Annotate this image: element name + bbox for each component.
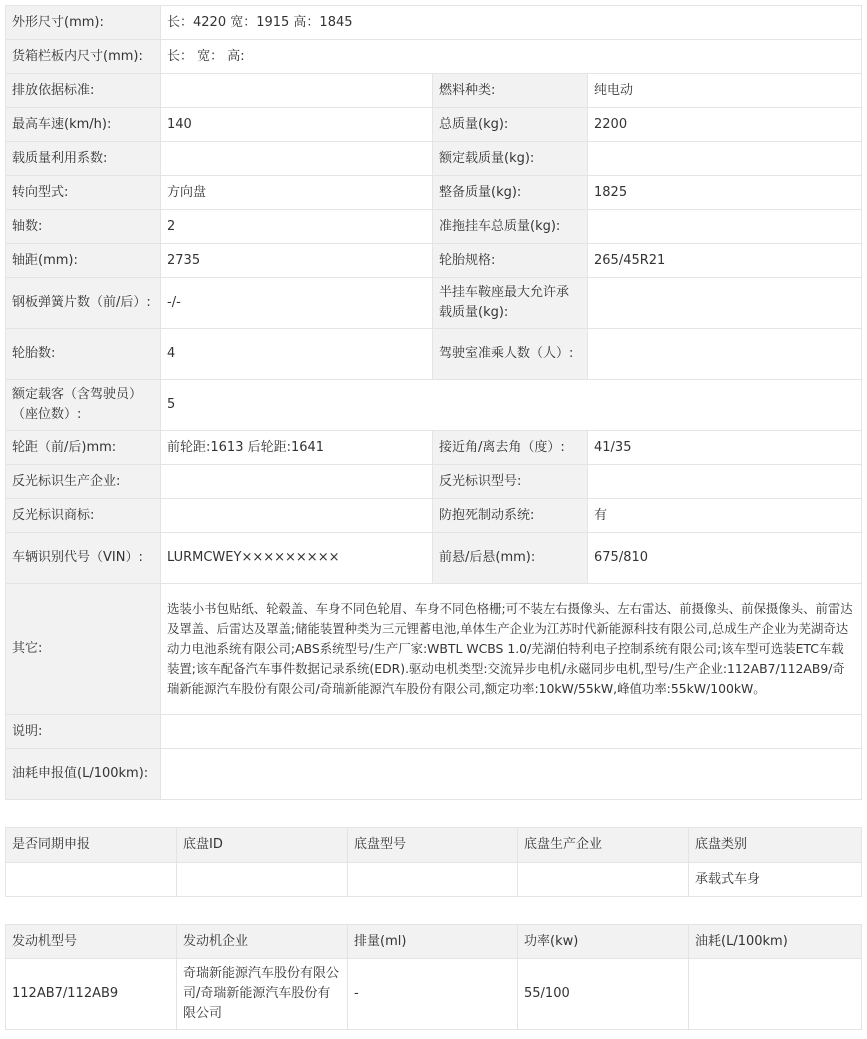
chassis-header-maker: 底盘生产企业 [518, 828, 689, 863]
spec-row-note [6, 715, 862, 749]
dimensions-value: 长：4220 宽：1915 高：1845 [161, 6, 862, 40]
fuel-value: 纯电动 [588, 74, 862, 108]
emission-label: 排放依据标准: [6, 74, 161, 108]
cargo-label: 货箱栏板内尺寸(mm): [6, 40, 161, 74]
note-label: 说明: [6, 715, 161, 749]
reflect-maker-label: 反光标识生产企业: [6, 465, 161, 499]
angles-value: 41/35 [588, 431, 862, 465]
note-value [161, 715, 862, 749]
rated-load-value [588, 142, 862, 176]
curb-mass-label: 整备质量(kg): [433, 176, 588, 210]
engine-consumption-value [689, 959, 862, 1030]
reflect-maker-value [161, 465, 433, 499]
total-mass-label: 总质量(kg): [433, 108, 588, 142]
chassis-header-sync: 是否同期申报 [6, 828, 177, 863]
spec-row-tires [6, 329, 862, 380]
wheelbase-value: 2735 [161, 244, 433, 278]
overhang-value: 675/810 [588, 533, 862, 584]
fuel-label: 燃料种类: [433, 74, 588, 108]
fuel-consumption-label: 油耗申报值(L/100km): [6, 749, 161, 800]
cargo-value: 长： 宽： 高: [161, 40, 862, 74]
chassis-data-row [6, 863, 862, 897]
engine-header-row [6, 925, 862, 959]
reflect-brand-label: 反光标识商标: [6, 499, 161, 533]
seats-label: 额定载客（含驾驶员）（座位数）: [6, 380, 161, 431]
chassis-header-model: 底盘型号 [348, 828, 518, 863]
steering-value: 方向盘 [161, 176, 433, 210]
tire-spec-label: 轮胎规格: [433, 244, 588, 278]
vehicle-spec-table [5, 5, 862, 800]
spec-row-other [6, 584, 862, 715]
spec-row-axles [6, 210, 862, 244]
engine-power-value: 55/100 [518, 959, 689, 1030]
wheelbase-label: 轴距(mm): [6, 244, 161, 278]
overhang-label: 前悬/后悬(mm): [433, 533, 588, 584]
fuel-consumption-value [161, 749, 862, 800]
axles-value: 2 [161, 210, 433, 244]
spec-row-emission [6, 74, 862, 108]
tire-count-value: 4 [161, 329, 433, 380]
dimensions-label: 外形尺寸(mm): [6, 6, 161, 40]
total-mass-value: 2200 [588, 108, 862, 142]
load-coef-label: 载质量利用系数: [6, 142, 161, 176]
other-label: 其它: [6, 584, 161, 715]
chassis-id-value [177, 863, 348, 897]
chassis-header-id: 底盘ID [177, 828, 348, 863]
spec-row-seats [6, 380, 862, 431]
saddle-load-value [588, 278, 862, 329]
engine-data-row [6, 959, 862, 1030]
angles-label: 接近角/离去角（度）: [433, 431, 588, 465]
track-label: 轮距（前/后)mm: [6, 431, 161, 465]
spec-row-dimensions [6, 6, 862, 40]
vin-value: LURMCWEY××××××××× [161, 533, 433, 584]
engine-header-model: 发动机型号 [6, 925, 177, 959]
engine-header-maker: 发动机企业 [177, 925, 348, 959]
chassis-header-type: 底盘类别 [689, 828, 862, 863]
saddle-load-label: 半挂车鞍座最大允许承载质量(kg): [433, 278, 588, 329]
reflect-model-value [588, 465, 862, 499]
emission-value [161, 74, 433, 108]
spec-row-vin [6, 533, 862, 584]
spec-row-reflect [6, 465, 862, 499]
chassis-maker-value [518, 863, 689, 897]
abs-label: 防抱死制动系统: [433, 499, 588, 533]
tire-count-label: 轮胎数: [6, 329, 161, 380]
max-speed-value: 140 [161, 108, 433, 142]
chassis-sync-value [6, 863, 177, 897]
reflect-model-label: 反光标识型号: [433, 465, 588, 499]
spec-row-speed [6, 108, 862, 142]
track-value: 前轮距:1613 后轮距:1641 [161, 431, 433, 465]
rated-load-label: 额定载质量(kg): [433, 142, 588, 176]
engine-header-displacement: 排量(ml) [348, 925, 518, 959]
chassis-table [5, 827, 862, 897]
spec-row-steering [6, 176, 862, 210]
vin-label: 车辆识别代号（VIN）: [6, 533, 161, 584]
other-value: 选装小书包贴纸、轮毂盖、车身不同色轮眉、车身不同色格栅;可不装左右摄像头、左右雷达、前摄像头、前保摄像头、前雷达及罩盖、后雷达及罩盖;储能装置种类为三元锂蓄电池,单体生产企业为江苏时代新能源科技有限公司,总成生产企业为芜湖奇达动力电池系统有限公司;ABS系统型号/生产厂家:WBTL WCBS 1.0/芜湖伯特利电子控制系统有限公司;该车型可选装ETC车载装置;该车配备汽车事件数据记录系统(EDR).驱动电机类型:交流异步电机/永磁同步电机,型号/生产企业:112AB7/112AB9/奇瑞新能源汽车股份有限公司/奇瑞新能源汽车股份有限公司,额定功率:10kW/55kW,峰值功率:55kW/100kW。 [161, 584, 862, 715]
spec-row-springs [6, 278, 862, 329]
curb-mass-value: 1825 [588, 176, 862, 210]
spec-row-brand [6, 499, 862, 533]
cab-passengers-value [588, 329, 862, 380]
steering-label: 转向型式: [6, 176, 161, 210]
engine-displacement-value: - [348, 959, 518, 1030]
chassis-model-value [348, 863, 518, 897]
axles-label: 轴数: [6, 210, 161, 244]
abs-value: 有 [588, 499, 862, 533]
engine-model-value: 112AB7/112AB9 [6, 959, 177, 1030]
engine-table [5, 924, 862, 1030]
max-speed-label: 最高车速(km/h): [6, 108, 161, 142]
springs-value: -/- [161, 278, 433, 329]
engine-maker-value: 奇瑞新能源汽车股份有限公司/奇瑞新能源汽车股份有限公司 [177, 959, 348, 1030]
spec-row-track [6, 431, 862, 465]
trailer-mass-label: 准拖挂车总质量(kg): [433, 210, 588, 244]
load-coef-value [161, 142, 433, 176]
spec-row-cargo [6, 40, 862, 74]
seats-value: 5 [161, 380, 862, 431]
engine-header-consumption: 油耗(L/100km) [689, 925, 862, 959]
spec-row-wheelbase [6, 244, 862, 278]
tire-spec-value: 265/45R21 [588, 244, 862, 278]
reflect-brand-value [161, 499, 433, 533]
springs-label: 钢板弹簧片数（前/后）: [6, 278, 161, 329]
cab-passengers-label: 驾驶室准乘人数（人）: [433, 329, 588, 380]
engine-header-power: 功率(kw) [518, 925, 689, 959]
spec-row-load [6, 142, 862, 176]
spec-row-fuel-consumption [6, 749, 862, 800]
chassis-header-row [6, 828, 862, 863]
trailer-mass-value [588, 210, 862, 244]
chassis-type-value: 承载式车身 [689, 863, 862, 897]
